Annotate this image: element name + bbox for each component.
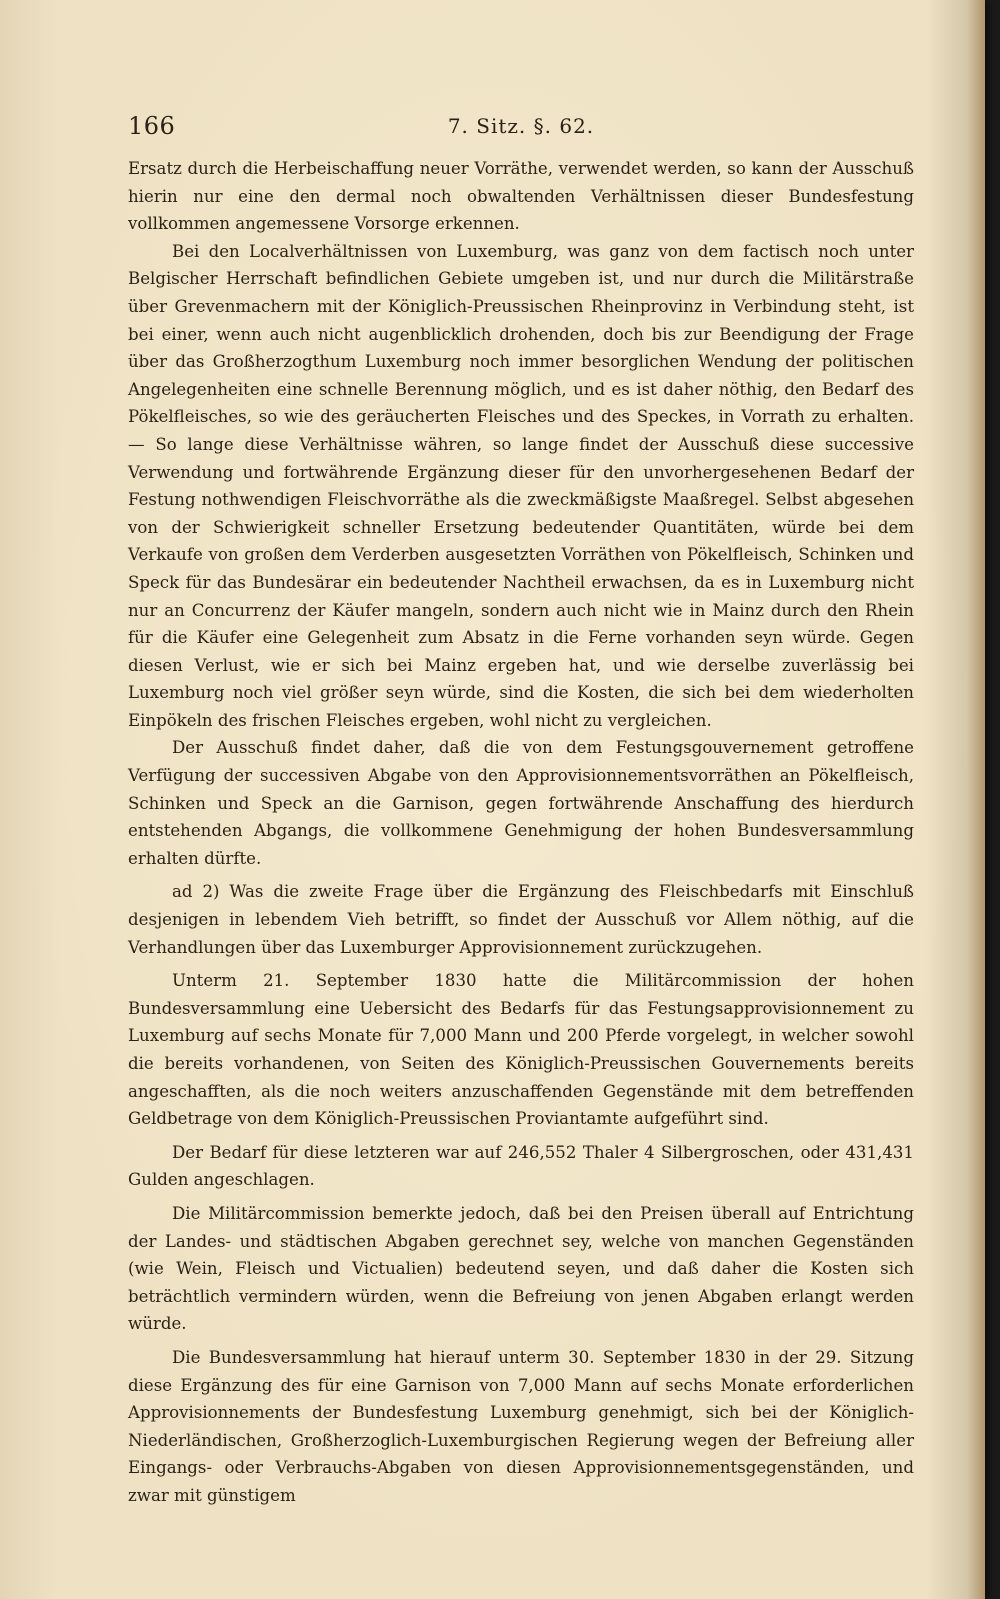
- paragraph-7: Die Militärcommission bemerkte jedoch, daß bei den Preisen überall auf Entrichtung der Landes- und städtischen Abgaben gerechnet sey, welche von manchen Gegenständen (wie Wein, Fleisch und Victualien) bedeutend seyen, und daß daher die Kosten sich beträchtlich vermindern würden, wenn die Befreiung von jenen Abgaben erlangt werden würde.: [128, 1203, 914, 1334]
- paragraph-1: Ersatz durch die Herbeischaffung neuer Vorräthe, verwendet werden, so kann der Ausschuß hierin nur eine den dermal noch obwaltenden Verhältnissen dieser Bundesfestung vollkommen angemessene Vorsorge erkennen.: [128, 159, 914, 234]
- page-number: 166: [128, 112, 176, 140]
- paragraph-8: Die Bundesversammlung hat hierauf unterm 30. September 1830 in der 29. Sitzung diese Ergänzung des für eine Garnison von 7,000 Mann auf sechs Monate erforderlichen Approvisionnements der Bundesfestung Luxemburg genehmigt, sich bei der Königlich-Niederländischen, Großherzoglich-Luxemburgischen Regierung wegen der Befreiung aller Eingangs- oder Verbrauchs-Abgaben von diesen Approvisionnementsgegenständen, und zwar mit günstigem: [128, 1347, 914, 1505]
- paragraph-2: Bei den Localverhältnissen von Luxemburg, was ganz von dem factisch noch unter Belgischer Herrschaft befindlichen Gebiete umgeben ist, und nur durch die Militärstraße über Grevenmachern mit der Königlich-Preussischen Rheinprovinz in Verbindung steht, ist bei einer, wenn auch nicht augenblicklich drohenden, doch bis zur Beendigung der Frage über das Großherzogthum Luxemburg noch immer besorglichen Wendung der politischen Angelegenheiten eine schnelle Berennung möglich, und es ist daher nöthig, den Bedarf des Pökelfleisches, so wie des geräucherten Fleisches und des Speckes, in Vorrath zu erhalten. — So lange diese Verhältnisse währen, so lange findet der Ausschuß diese successive Verwendung und fortwährende Ergänzung dieser für den unvorhergesehenen Bedarf der Festung nothwendigen Fleischvorräthe als die zweckmäßigste Maaßregel. Selbst abgesehen von der Schwierigkeit schneller Ersetzung bedeutender Quantitäten, würde bei dem Verkaufe von großen dem Verderben ausgesetzten Vorräthen von Pökelfleisch, Schinken und Speck für das Bundesärar ein bedeutender Nachtheil erwachsen, da es in Luxemburg nicht nur an Concurrenz der Käufer mangeln, sondern auch nicht wie in Mainz durch den Rhein für die Käufer eine Gelegenheit zum Absatz in die Ferne vorhanden seyn würde. Gegen diesen Verlust, wie er sich bei Mainz ergeben hat, und wie derselbe zuverlässig bei Luxemburg noch viel größer seyn würde, sind die Kosten, die sich bei dem wiederholten Einpökeln des frischen Fleisches ergeben, wohl nicht zu vergleichen.: [128, 241, 914, 730]
- page-header: [128, 112, 914, 146]
- paragraph-3: Der Ausschuß findet daher, daß die von dem Festungsgouvernement getroffene Verfügung der successiven Abgabe von den Approvisionnementsvorräthen an Pökelfleisch, Schinken und Speck an die Garnison, gegen fortwährende Anschaffung des hierdurch entstehenden Abgangs, die vollkommene Genehmigung der hohen Bundesversammlung erhalten dürfte.: [128, 738, 914, 868]
- running-title: 7. Sitz. §. 62.: [447, 114, 595, 138]
- page-edge: [967, 0, 985, 1599]
- paragraph-6: Der Bedarf für diese letzteren war auf 246,552 Thaler 4 Silbergroschen, oder 431,431 Gulden angeschlagen.: [128, 1142, 914, 1190]
- paragraph-4: ad 2) Was die zweite Frage über die Ergänzung des Fleischbedarfs mit Einschluß desjenigen in lebendem Vieh betrifft, so findet der Ausschuß vor Allem nöthig, auf die Verhandlungen über das Luxemburger Approvisionnement zurückzugehen.: [128, 882, 914, 957]
- paragraph-5: Unterm 21. September 1830 hatte die Militärcommission der hohen Bundesversammlung eine Uebersicht des Bedarfs für das Festungsapprovisionnement zu Luxemburg auf sechs Monate für 7,000 Mann und 200 Pferde vorgelegt, in welcher sowohl die bereits vorhandenen, von Seiten des Königlich-Preussischen Gouvernements bereits angeschafften, als die noch weiters anzuschaffenden Gegenstände mit dem betreffenden Geldbetrage von dem Königlich-Preussischen Proviantamte aufgeführt sind.: [128, 971, 914, 1129]
- body-text: [128, 155, 914, 1510]
